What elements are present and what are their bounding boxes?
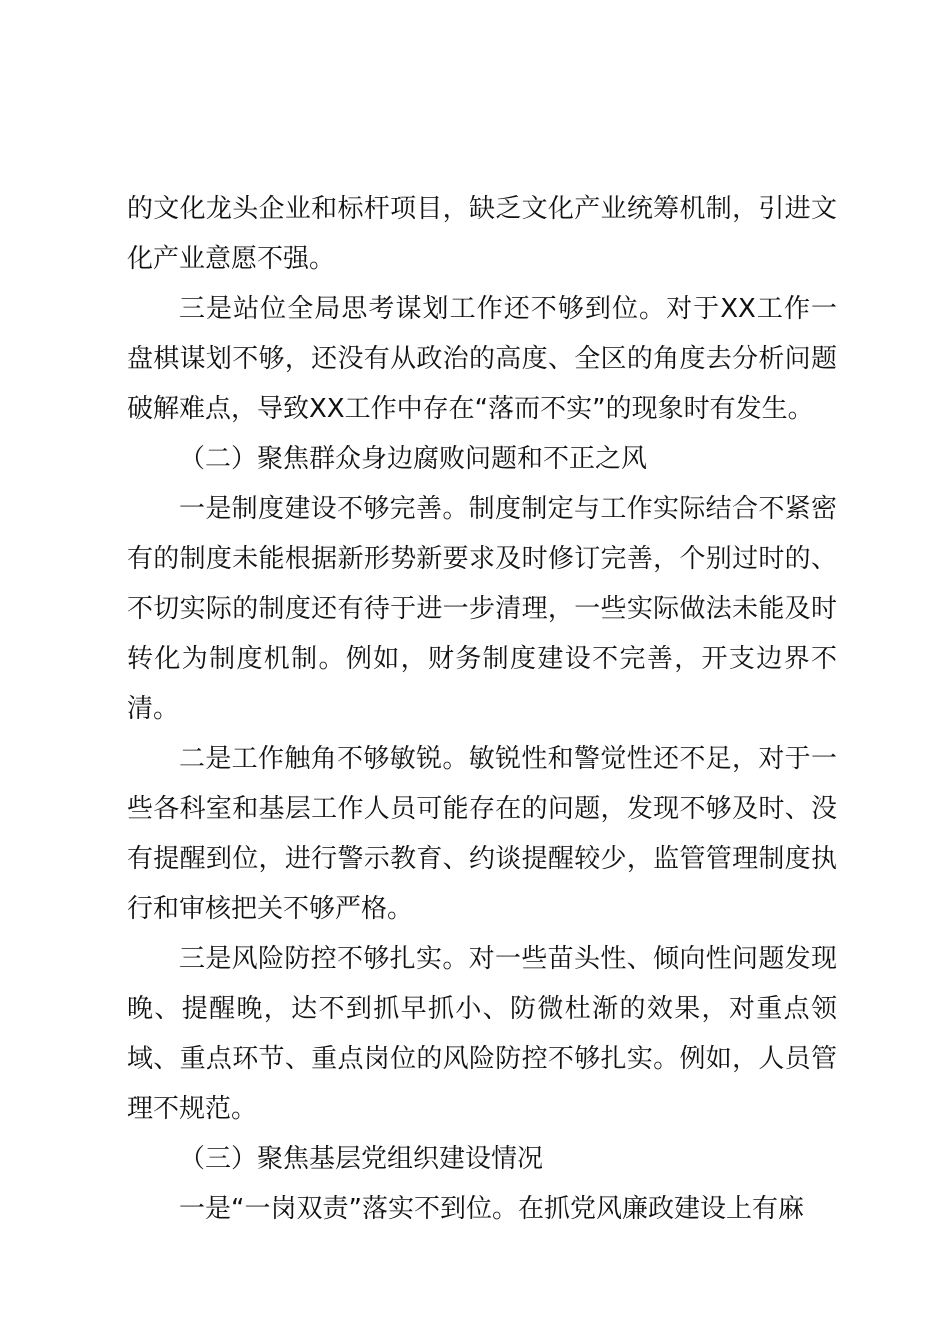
section-heading: （三）聚焦基层党组织建设情况: [179, 1144, 544, 1174]
document-body: [127, 184, 837, 1234]
paragraph-body: 一是制度建设不够完善。制度制定与工作实际结合不紧密有的制度未能根据新形势新要求及时修订完善，个别过时的、不切实际的制度还有待于进一步清理，一些实际做法未能及时转化为制度机制。例如，财务制度建设不完善，开支边界不清。: [127, 494, 837, 724]
paragraph-body: 一是“一岗双责”落实不到位。在抓党风廉政建设上有麻: [179, 1194, 804, 1224]
section-heading: （二）聚焦群众身边腐败问题和不正之风: [179, 444, 648, 474]
paragraph-body: 二是工作触角不够敏锐。敏锐性和警觉性还不足，对于一些各科室和基层工作人员可能存在的问题，发现不够及时、没有提醒到位，进行警示教育、约谈提醒较少，监管管理制度执行和审核把关不够严格。: [127, 744, 837, 924]
paragraph-continuation: 的文化龙头企业和标杆项目，缺乏文化产业统筹机制，引进文化产业意愿不强。: [127, 194, 837, 274]
paragraph-body: 三是站位全局思考谋划工作还不够到位。对于XX工作一盘棋谋划不够，还没有从政治的高度、全区的角度去分析问题破解难点，导致XX工作中存在“落而不实”的现象时有发生。: [127, 294, 837, 424]
paragraph-body: 三是风险防控不够扎实。对一些苗头性、倾向性问题发现晚、提醒晚，达不到抓早抓小、防微杜渐的效果，对重点领域、重点环节、重点岗位的风险防控不够扎实。例如，人员管理不规范。: [127, 944, 837, 1124]
